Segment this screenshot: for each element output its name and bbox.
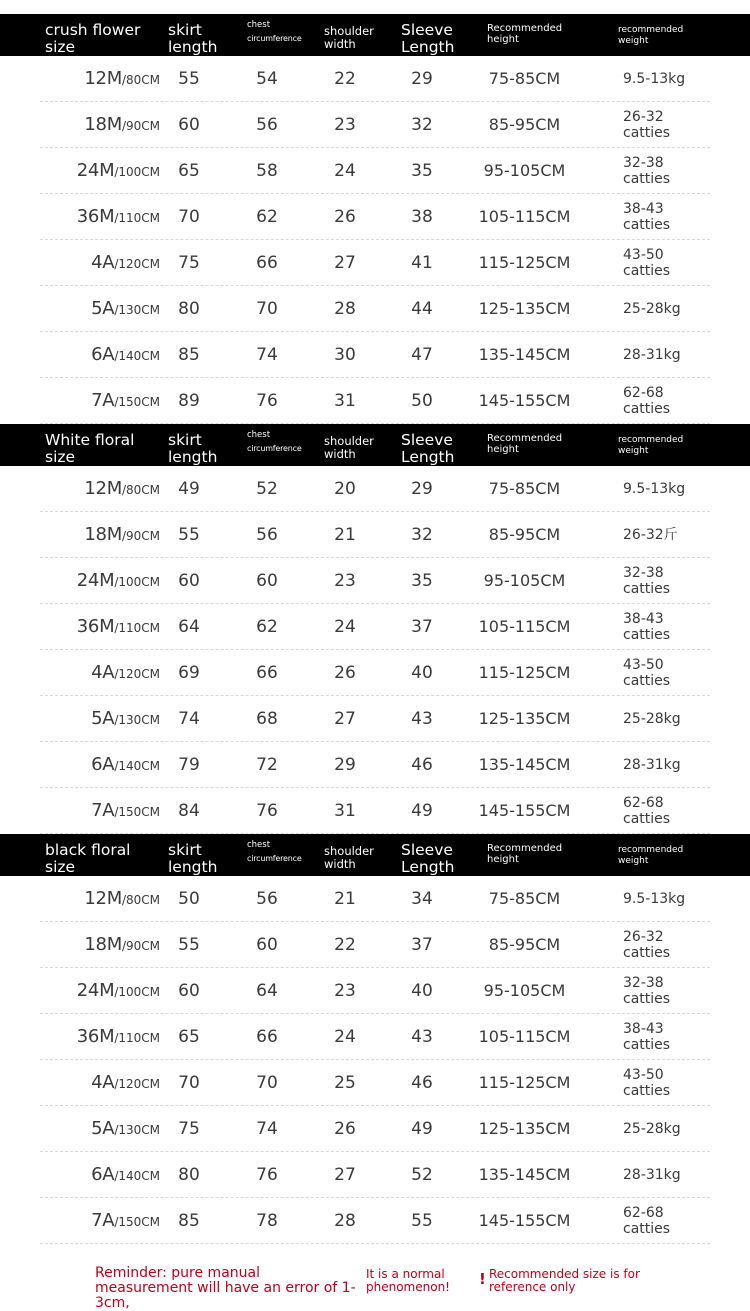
skirt-length-cell: 65	[178, 161, 200, 181]
shoulder-width-cell: 23	[334, 571, 356, 591]
size-cell	[40, 696, 160, 742]
size-cell	[40, 1014, 160, 1060]
table-row	[40, 742, 710, 788]
skirt-length-cell: 80	[178, 299, 200, 319]
header-sleeve-length: Sleeve Length	[401, 21, 455, 56]
table-row	[40, 512, 710, 558]
sleeve-length-cell: 35	[411, 571, 433, 591]
header-recommended-weight: recommended weight	[618, 25, 684, 46]
size-label: 24M	[76, 160, 115, 181]
size-cm: /130CM	[114, 713, 160, 727]
table-row	[40, 604, 710, 650]
size-cm: /80CM	[121, 893, 160, 907]
skirt-length-cell: 70	[178, 1073, 200, 1093]
table-row	[40, 968, 710, 1014]
shoulder-width-cell: 24	[334, 161, 356, 181]
table-row	[40, 922, 710, 968]
skirt-length-cell: 60	[178, 981, 200, 1001]
skirt-length-cell: 74	[178, 709, 200, 729]
size-cm: /130CM	[114, 303, 160, 317]
sleeve-length-cell: 37	[411, 935, 433, 955]
header-chest-bottom: circumference	[247, 34, 302, 43]
recommended-weight-cell: 9.5-13kg	[623, 891, 686, 907]
recommended-weight-cell: 9.5-13kg	[623, 71, 686, 87]
skirt-length-cell: 80	[178, 1165, 200, 1185]
skirt-length-cell: 50	[178, 889, 200, 909]
table-row	[40, 1060, 710, 1106]
size-cell	[40, 742, 160, 788]
recommended-weight-cell: 25-28kg	[623, 711, 681, 727]
skirt-length-cell: 64	[178, 617, 200, 637]
recommended-weight-cell: 9.5-13kg	[623, 481, 686, 497]
size-label: 36M	[76, 206, 115, 227]
table-row	[40, 788, 710, 834]
shoulder-width-cell: 31	[334, 391, 356, 411]
size-label: 12M	[84, 478, 122, 499]
chest-cell: 70	[256, 299, 278, 319]
size-cell	[40, 148, 160, 194]
size-cm: /150CM	[114, 1215, 160, 1229]
table-row	[40, 1014, 710, 1060]
exclamation-icon: !	[479, 1270, 486, 1288]
size-label: 5A	[91, 298, 115, 319]
recommended-height-cell: 125-135CM	[478, 709, 571, 728]
recommended-height-cell: 115-125CM	[478, 663, 571, 682]
chest-cell: 60	[256, 571, 278, 591]
size-cm: /80CM	[121, 73, 160, 87]
shoulder-width-cell: 20	[334, 479, 356, 499]
shoulder-width-cell: 25	[334, 1073, 356, 1093]
header-sleeve-length: Sleeve Length	[401, 841, 455, 876]
size-cell	[40, 240, 160, 286]
size-cell	[40, 650, 160, 696]
header-chest-bottom: circumference	[247, 854, 302, 863]
shoulder-width-cell: 27	[334, 1165, 356, 1185]
skirt-length-cell: 55	[178, 69, 200, 89]
chest-cell: 52	[256, 479, 278, 499]
size-cm: /90CM	[121, 529, 160, 543]
chest-cell: 72	[256, 755, 278, 775]
recommended-height-cell: 105-115CM	[478, 1027, 571, 1046]
sleeve-length-cell: 43	[411, 1027, 433, 1047]
sleeve-length-cell: 46	[411, 755, 433, 775]
recommended-weight-cell: 28-31kg	[623, 1167, 681, 1183]
skirt-length-cell: 79	[178, 755, 200, 775]
size-label: 6A	[91, 344, 115, 365]
shoulder-width-cell: 22	[334, 69, 356, 89]
recommended-weight-cell: 32-38 catties	[623, 155, 671, 187]
header-size-title: White floral size	[45, 431, 135, 466]
header-shoulder-width: shoulder width	[324, 24, 374, 51]
chest-cell: 60	[256, 935, 278, 955]
recommended-weight-cell: 25-28kg	[623, 1121, 681, 1137]
size-cell	[40, 512, 160, 558]
recommended-weight-cell: 25-28kg	[623, 301, 681, 317]
chest-cell: 64	[256, 981, 278, 1001]
sleeve-length-cell: 32	[411, 115, 433, 135]
skirt-length-cell: 55	[178, 935, 200, 955]
chest-cell: 58	[256, 161, 278, 181]
sleeve-length-cell: 43	[411, 709, 433, 729]
header-shoulder-width: shoulder width	[324, 844, 374, 871]
size-cm: /100CM	[114, 165, 160, 179]
size-label: 4A	[91, 252, 115, 273]
skirt-length-cell: 70	[178, 207, 200, 227]
header-recommended-weight: recommended weight	[618, 845, 684, 866]
recommended-height-cell: 75-85CM	[488, 479, 561, 498]
recommended-height-cell: 105-115CM	[478, 207, 571, 226]
skirt-length-cell: 85	[178, 345, 200, 365]
size-cm: /150CM	[114, 805, 160, 819]
size-cell	[40, 1060, 160, 1106]
size-cm: /110CM	[114, 211, 160, 225]
chest-cell: 78	[256, 1211, 278, 1231]
header-recommended-height: Recommended height	[487, 23, 563, 45]
sleeve-length-cell: 40	[411, 663, 433, 683]
normal-phenomenon-text: It is a normal phenomenon!	[366, 1267, 450, 1294]
size-cell	[40, 788, 160, 834]
size-cell	[40, 1198, 160, 1244]
header-shoulder-width: shoulder width	[324, 434, 374, 461]
size-cm: /130CM	[114, 1123, 160, 1137]
size-cell	[40, 102, 160, 148]
recommended-height-cell: 145-155CM	[478, 391, 571, 410]
header-chest	[247, 20, 305, 43]
recommended-height-cell: 135-145CM	[478, 755, 571, 774]
size-label: 4A	[91, 1072, 115, 1093]
sleeve-length-cell: 49	[411, 801, 433, 821]
chest-cell: 66	[256, 1027, 278, 1047]
size-label: 7A	[91, 390, 115, 411]
size-cell	[40, 194, 160, 240]
size-cm: /80CM	[121, 483, 160, 497]
size-label: 24M	[76, 570, 115, 591]
header-chest	[247, 840, 305, 863]
sleeve-length-cell: 29	[411, 69, 433, 89]
table-row	[40, 876, 710, 922]
recommended-weight-cell: 62-68 catties	[623, 795, 671, 827]
shoulder-width-cell: 24	[334, 1027, 356, 1047]
size-cell	[40, 1152, 160, 1198]
shoulder-width-cell: 26	[334, 1119, 356, 1139]
chest-cell: 66	[256, 253, 278, 273]
sleeve-length-cell: 32	[411, 525, 433, 545]
table-row	[40, 1152, 710, 1198]
recommended-weight-cell: 43-50 catties	[623, 247, 671, 279]
shoulder-width-cell: 30	[334, 345, 356, 365]
recommended-weight-cell: 28-31kg	[623, 757, 681, 773]
header-size-title: crush flower size	[45, 21, 141, 56]
size-cell	[40, 922, 160, 968]
size-cell	[40, 286, 160, 332]
recommended-height-cell: 135-145CM	[478, 1165, 571, 1184]
chest-cell: 56	[256, 889, 278, 909]
size-label: 5A	[91, 1118, 115, 1139]
header-chest	[247, 430, 305, 453]
skirt-length-cell: 75	[178, 253, 200, 273]
recommended-weight-cell: 32-38 catties	[623, 565, 671, 597]
recommended-height-cell: 145-155CM	[478, 1211, 571, 1230]
recommended-height-cell: 85-95CM	[488, 935, 561, 954]
size-cm: /140CM	[114, 1169, 160, 1183]
size-cm: /150CM	[114, 395, 160, 409]
chest-cell: 70	[256, 1073, 278, 1093]
shoulder-width-cell: 22	[334, 935, 356, 955]
recommended-height-cell: 95-105CM	[483, 981, 566, 1000]
size-cm: /100CM	[114, 575, 160, 589]
size-cm: /110CM	[114, 621, 160, 635]
reference-note-text: Recommended size is for reference only	[489, 1267, 640, 1294]
shoulder-width-cell: 27	[334, 709, 356, 729]
size-cm: /90CM	[121, 939, 160, 953]
size-label: 7A	[91, 800, 115, 821]
recommended-height-cell: 85-95CM	[488, 525, 561, 544]
size-cell	[40, 558, 160, 604]
sleeve-length-cell: 34	[411, 889, 433, 909]
sleeve-length-cell: 35	[411, 161, 433, 181]
recommended-weight-cell: 62-68 catties	[623, 385, 671, 417]
table-row	[40, 558, 710, 604]
skirt-length-cell: 55	[178, 525, 200, 545]
size-cell	[40, 1106, 160, 1152]
size-label: 18M	[84, 934, 122, 955]
table-row	[40, 56, 710, 102]
header-skirt-length: skirt length	[168, 841, 218, 876]
recommended-height-cell: 85-95CM	[488, 115, 561, 134]
size-label: 6A	[91, 754, 115, 775]
shoulder-width-cell: 26	[334, 663, 356, 683]
size-cm: /100CM	[114, 985, 160, 999]
shoulder-width-cell: 23	[334, 115, 356, 135]
size-table	[0, 14, 750, 424]
chest-cell: 76	[256, 801, 278, 821]
size-table	[0, 834, 750, 1244]
chest-cell: 62	[256, 207, 278, 227]
table-row	[40, 466, 710, 512]
header-recommended-weight: recommended weight	[618, 435, 684, 456]
recommended-weight-cell: 26-32斤	[623, 527, 678, 543]
recommended-weight-cell: 38-43 catties	[623, 1021, 671, 1053]
recommended-weight-cell: 38-43 catties	[623, 201, 671, 233]
table-row	[40, 148, 710, 194]
recommended-height-cell: 75-85CM	[488, 69, 561, 88]
skirt-length-cell: 84	[178, 801, 200, 821]
size-cell	[40, 332, 160, 378]
size-cm: /120CM	[114, 257, 160, 271]
size-cell	[40, 378, 160, 424]
size-label: 4A	[91, 662, 115, 683]
table-row	[40, 696, 710, 742]
header-skirt-length: skirt length	[168, 21, 218, 56]
size-cell	[40, 56, 160, 102]
skirt-length-cell: 75	[178, 1119, 200, 1139]
sleeve-length-cell: 40	[411, 981, 433, 1001]
table-header	[0, 424, 750, 466]
recommended-height-cell: 75-85CM	[488, 889, 561, 908]
size-table	[0, 424, 750, 834]
chest-cell: 56	[256, 115, 278, 135]
skirt-length-cell: 49	[178, 479, 200, 499]
shoulder-width-cell: 24	[334, 617, 356, 637]
header-recommended-height: Recommended height	[487, 843, 563, 865]
skirt-length-cell: 89	[178, 391, 200, 411]
size-label: 24M	[76, 980, 115, 1001]
skirt-length-cell: 65	[178, 1027, 200, 1047]
size-label: 36M	[76, 616, 115, 637]
skirt-length-cell: 60	[178, 571, 200, 591]
size-label: 12M	[84, 888, 122, 909]
table-header	[0, 834, 750, 876]
sleeve-length-cell: 37	[411, 617, 433, 637]
recommended-weight-cell: 38-43 catties	[623, 611, 671, 643]
recommended-weight-cell: 62-68 catties	[623, 1205, 671, 1237]
shoulder-width-cell: 29	[334, 755, 356, 775]
recommended-height-cell: 95-105CM	[483, 161, 566, 180]
size-cm: /140CM	[114, 759, 160, 773]
header-chest-bottom: circumference	[247, 444, 302, 453]
chest-cell: 74	[256, 1119, 278, 1139]
recommended-height-cell: 95-105CM	[483, 571, 566, 590]
size-label: 12M	[84, 68, 122, 89]
size-cell	[40, 876, 160, 922]
table-row	[40, 240, 710, 286]
size-cm: /140CM	[114, 349, 160, 363]
size-label: 5A	[91, 708, 115, 729]
shoulder-width-cell: 26	[334, 207, 356, 227]
size-label: 18M	[84, 524, 122, 545]
shoulder-width-cell: 28	[334, 1211, 356, 1231]
table-row	[40, 194, 710, 240]
shoulder-width-cell: 23	[334, 981, 356, 1001]
recommended-weight-cell: 43-50 catties	[623, 657, 671, 689]
sleeve-length-cell: 50	[411, 391, 433, 411]
table-row	[40, 378, 710, 424]
recommended-height-cell: 135-145CM	[478, 345, 571, 364]
header-chest-top: chest	[247, 20, 271, 30]
size-cell	[40, 604, 160, 650]
header-chest-top: chest	[247, 840, 271, 850]
chest-cell: 56	[256, 525, 278, 545]
shoulder-width-cell: 31	[334, 801, 356, 821]
sleeve-length-cell: 47	[411, 345, 433, 365]
recommended-weight-cell: 43-50 catties	[623, 1067, 671, 1099]
skirt-length-cell: 85	[178, 1211, 200, 1231]
header-chest-top: chest	[247, 430, 271, 440]
size-label: 36M	[76, 1026, 115, 1047]
recommended-weight-cell: 26-32 catties	[623, 929, 671, 961]
sleeve-length-cell: 44	[411, 299, 433, 319]
table-row	[40, 102, 710, 148]
chest-cell: 62	[256, 617, 278, 637]
chest-cell: 74	[256, 345, 278, 365]
recommended-weight-cell: 32-38 catties	[623, 975, 671, 1007]
sleeve-length-cell: 29	[411, 479, 433, 499]
recommended-height-cell: 115-125CM	[478, 1073, 571, 1092]
sleeve-length-cell: 49	[411, 1119, 433, 1139]
skirt-length-cell: 60	[178, 115, 200, 135]
recommended-height-cell: 125-135CM	[478, 1119, 571, 1138]
chest-cell: 76	[256, 1165, 278, 1185]
sleeve-length-cell: 38	[411, 207, 433, 227]
size-cm: /90CM	[121, 119, 160, 133]
chest-cell: 68	[256, 709, 278, 729]
recommended-weight-cell: 26-32 catties	[623, 109, 671, 141]
sleeve-length-cell: 55	[411, 1211, 433, 1231]
table-row	[40, 650, 710, 696]
recommended-height-cell: 125-135CM	[478, 299, 571, 318]
recommended-weight-cell: 28-31kg	[623, 347, 681, 363]
recommended-height-cell: 115-125CM	[478, 253, 571, 272]
shoulder-width-cell: 21	[334, 525, 356, 545]
header-size-title: black floral size	[45, 841, 131, 876]
size-cm: /110CM	[114, 1031, 160, 1045]
chest-cell: 76	[256, 391, 278, 411]
size-label: 18M	[84, 114, 122, 135]
table-row	[40, 286, 710, 332]
shoulder-width-cell: 28	[334, 299, 356, 319]
chest-cell: 66	[256, 663, 278, 683]
size-cm: /120CM	[114, 1077, 160, 1091]
table-row	[40, 1198, 710, 1244]
reminder-text: Reminder: pure manual measurement will have an error of 1-3cm,	[95, 1265, 356, 1311]
recommended-height-cell: 145-155CM	[478, 801, 571, 820]
table-header	[0, 14, 750, 56]
header-skirt-length: skirt length	[168, 431, 218, 466]
skirt-length-cell: 69	[178, 663, 200, 683]
size-label: 7A	[91, 1210, 115, 1231]
size-cm: /120CM	[114, 667, 160, 681]
sleeve-length-cell: 41	[411, 253, 433, 273]
shoulder-width-cell: 27	[334, 253, 356, 273]
header-recommended-height: Recommended height	[487, 433, 563, 455]
footer-notes	[0, 1265, 750, 1311]
chest-cell: 54	[256, 69, 278, 89]
size-cell	[40, 968, 160, 1014]
recommended-height-cell: 105-115CM	[478, 617, 571, 636]
size-cell	[40, 466, 160, 512]
sleeve-length-cell: 52	[411, 1165, 433, 1185]
shoulder-width-cell: 21	[334, 889, 356, 909]
size-label: 6A	[91, 1164, 115, 1185]
table-row	[40, 332, 710, 378]
header-sleeve-length: Sleeve Length	[401, 431, 455, 466]
sleeve-length-cell: 46	[411, 1073, 433, 1093]
table-row	[40, 1106, 710, 1152]
